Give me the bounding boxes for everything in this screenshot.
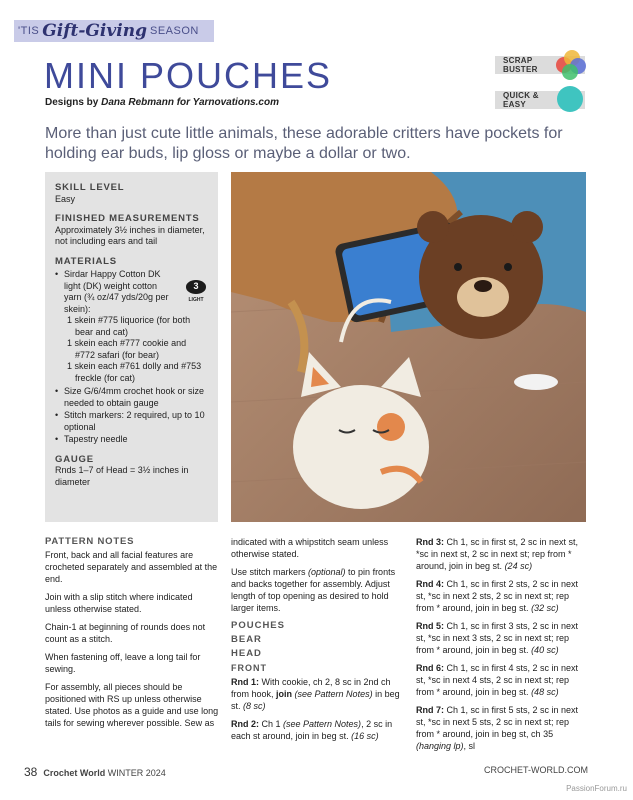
round-instruction: Rnd 7: Ch 1, sc in first 5 sts, 2 sc in next st, *sc in next 5 sts, 2 sc in next st; rep from * around, join in beg st, ch 35 (hanging lp), sl: [416, 705, 579, 751]
measurements-value: Approximately 3½ inches in diameter, not including ears and tail: [55, 224, 205, 246]
designer-prefix: Designs by: [45, 97, 102, 108]
banner-tis: 'TIS: [18, 25, 40, 37]
front-heading: FRONT: [231, 663, 267, 673]
page-number: 38: [24, 765, 38, 779]
round-instruction: Rnd 1: With cookie, ch 2, 8 sc in 2nd ch from hook, join (see Pattern Notes) in beg st. (8 sc): [231, 677, 400, 711]
designer-credit: [45, 97, 279, 108]
round-instruction: Rnd 3: Ch 1, sc in first st, 2 sc in next st, *sc in next st, 2 sc in next st; rep from * around, join in beg st. (24 sc): [416, 537, 579, 571]
materials-heading: MATERIALS: [55, 255, 117, 267]
banner-script: Gift-Giving: [42, 21, 147, 41]
magazine-name: Crochet World: [43, 768, 106, 778]
notes-column: [45, 536, 220, 735]
yarn-weight-icon: [185, 280, 207, 306]
bear-heading: BEAR: [231, 634, 262, 645]
pattern-column-2: [231, 536, 406, 748]
head-heading: HEAD: [231, 648, 262, 659]
materials-list-2: [55, 386, 208, 446]
pouches-heading: POUCHES: [231, 620, 285, 631]
round-instruction: Rnd 4: Ch 1, sc in first 2 sts, 2 sc in next st, *sc in next 2 sts, 2 sc in next st; rep from * around, join in beg st. (32 sc): [416, 579, 579, 613]
note-paragraph: Join with a slip stitch where indicated unless otherwise stated.: [45, 592, 193, 614]
materials-sidebar: [45, 172, 218, 522]
materials-item: • Size G/6/4mm crochet hook or size needed to obtain gauge: [55, 386, 208, 409]
materials-item: • Sirdar Happy Cotton DK light (DK) weight cotton yarn (¾ oz/47 yds/20g per skein):: [55, 269, 208, 315]
teal-q-icon: [557, 86, 583, 112]
colorful-dots-icon: [556, 50, 586, 80]
materials-item: • Tapestry needle: [55, 434, 208, 446]
skill-level-heading: SKILL LEVEL: [55, 182, 125, 193]
quick-easy-label: QUICK & EASY: [503, 91, 539, 109]
note-paragraph: Front, back and all facial features are crocheted separately and assembled at the end.: [45, 550, 218, 584]
round-instruction: Rnd 5: Ch 1, sc in first 3 sts, 2 sc in next st, *sc in next 3 sts, 2 sc in next st; rep from * around, join in beg st. (40 sc): [416, 621, 579, 655]
section-banner: [14, 20, 214, 42]
note-paragraph: For assembly, all pieces should be positioned with RS up unless otherwise stated. Use photos as a guide and use long tails for sewing wherever possible. Sew as: [45, 682, 219, 728]
page-title: MINI POUCHES: [44, 55, 333, 96]
yarn-weight-number: 3: [186, 280, 206, 294]
materials-subitem: 1 skein each #777 cookie and #772 safari (for bear): [67, 338, 187, 360]
product-photo-illustration: [231, 172, 586, 522]
intro-text: More than just cute little animals, these adorable critters have pockets for holding ear buds, lip gloss or maybe a dollar or two.: [45, 125, 563, 162]
note-paragraph: Use stitch markers (optional) to pin fronts and backs together for assembly. Adjust length of top opening as desired to hold larger items.: [231, 567, 396, 613]
round-instruction: Rnd 2: Ch 1 (see Pattern Notes), 2 sc in each st around, join in beg st. (16 sc): [231, 719, 393, 741]
materials-subitem: 1 skein each #761 dolly and #753 freckle (for cat): [67, 361, 202, 383]
footer-left: [24, 765, 166, 779]
pattern-column-3: [416, 536, 588, 758]
materials-subitem: 1 skein #775 liquorice (for both bear and cat): [67, 315, 191, 337]
issue-name: WINTER 2024: [105, 768, 166, 778]
note-paragraph: indicated with a whipstitch seam unless otherwise stated.: [231, 537, 389, 559]
note-paragraph: Chain-1 at beginning of rounds does not count as a stitch.: [45, 622, 206, 644]
yarn-weight-label: LIGHT: [188, 296, 204, 303]
scrap-buster-label: SCRAP BUSTER: [503, 56, 538, 74]
measurements-heading: FINISHED MEASUREMENTS: [55, 213, 200, 224]
banner-season: SEASON: [149, 25, 199, 37]
gauge-heading: GAUGE: [55, 453, 94, 465]
product-photo: [231, 172, 586, 522]
page-footer: [24, 765, 588, 779]
materials-item: • Stitch markers: 2 required, up to 10 optional: [55, 410, 208, 433]
watermark-credit: PassionForum.ru: [566, 784, 627, 793]
website-url: CROCHET-WORLD.COM: [484, 765, 588, 775]
pattern-notes-heading: PATTERN NOTES: [45, 536, 135, 547]
note-paragraph: When fastening off, leave a long tail for sewing.: [45, 652, 201, 674]
gauge-value: Rnds 1–7 of Head = 3½ inches in diameter: [55, 465, 189, 487]
designer-name: Dana Rebmann for Yarnovations.com: [101, 97, 279, 108]
round-instruction: Rnd 6: Ch 1, sc in first 4 sts, 2 sc in next st, *sc in next 4 sts, 2 sc in next st; rep from * around, join in beg st. (48 sc): [416, 663, 579, 697]
skill-level-value: Easy: [55, 193, 76, 204]
